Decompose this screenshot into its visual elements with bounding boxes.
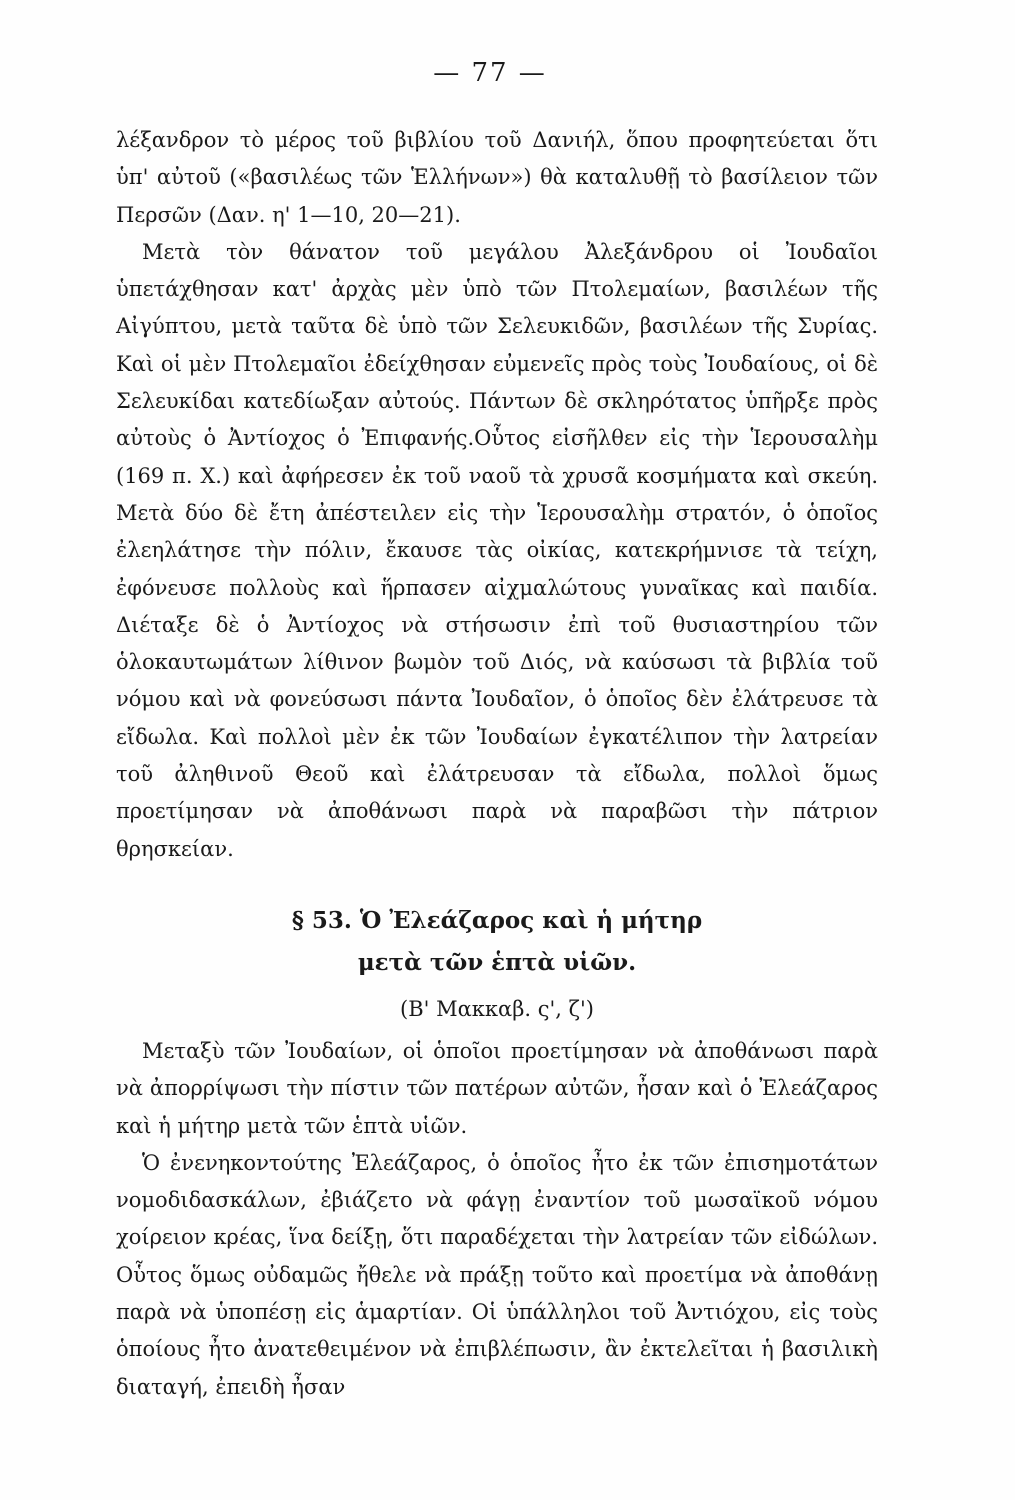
paragraph-eleazar: Ὁ ἐνενηκοντούτης Ἐλεάζαρος, ὁ ὁποῖος ἦτο ἐκ τῶν ἐπισημοτάτων νομοδιδασκάλων, ἐβιάζετο νὰ φάγῃ ἐναντίον τοῦ μωσαϊκοῦ νόμου χοίρειον κρέας, ἵνα δείξῃ, ὅτι παραδέχεται τὴν λατρείαν τῶν εἰδώλων. Οὗτος ὅμως οὐδαμῶς ἤθελε νὰ πράξῃ τοῦτο καὶ προετίμα νὰ ἀποθάνῃ παρὰ νὰ ὑποπέσῃ εἰς ἁμαρτίαν. Οἱ ὑπάλληλοι τοῦ Ἀντιόχου, εἰς τοὺς ὁποίους ἦτο ἀνατεθειμένον νὰ ἐπιβλέπωσιν, ἂν ἐκτελεῖται ἡ βασιλικὴ διαταγή, ἐπειδὴ ἦσαν [116,1150,878,1399]
text-block-bottom [116,1033,878,1406]
page-number: — 77 — [433,58,547,88]
paragraph-martyrs-intro: Μεταξὺ τῶν Ἰουδαίων, οἱ ὁποῖοι προετίμησαν νὰ ἀποθάνωσι παρὰ νὰ ἀπορρίψωσι τὴν πίστιν τῶν πατέρων αὐτῶν, ἦσαν καὶ ὁ Ἐλεάζαρος καὶ ἡ μήτηρ μετὰ τῶν ἑπτὰ υἱῶν. [116,1039,878,1138]
section-reference: (Β' Μακκαβ. ς', ζ') [400,997,594,1021]
paragraph-continuation: λέξανδρον τὸ μέρος τοῦ βιβλίου τοῦ Δανιήλ, ὅπου προφητεύεται ὅτι ὑπ' αὐτοῦ («βασιλέως τῶν Ἑλλήνων») θὰ καταλυθῇ τὸ βασίλειον τῶν Περσῶν (Δαν. η' 1—10, 20—21). [116,128,878,227]
section-title-line-1: § 53. Ὁ Ἐλεάζαρος καὶ ἡ μήτηρ [291,907,703,934]
text-block-top [116,122,878,868]
paragraph-successors: Μετὰ τὸν θάνατον τοῦ μεγάλου Ἀλεξάνδρου οἱ Ἰουδαῖοι ὑπετάχθησαν κατ' ἀρχὰς μὲν ὑπὸ τῶν Πτολεμαίων, βασιλέων τῆς Αἰγύπτου, μετὰ ταῦτα δὲ ὑπὸ τῶν Σελευκιδῶν, βασιλέων τῆς Συρίας. Καὶ οἱ μὲν Πτολεμαῖοι ἐδείχθησαν εὐμενεῖς πρὸς τοὺς Ἰουδαίους, οἱ δὲ Σελευκίδαι κατεδίωξαν αὐτούς. Πάντων δὲ σκληρότατος ὑπῆρξε πρὸς αὐτοὺς ὁ Ἀντίοχος ὁ Ἐπιφανής.Οὗτος εἰσῆλθεν εἰς τὴν Ἱερουσαλὴμ (169 π. Χ.) καὶ ἀφήρεσεν ἐκ τοῦ ναοῦ τὰ χρυσᾶ κοσμήματα καὶ σκεύη. Μετὰ δύο δὲ ἔτη ἀπέστειλεν εἰς τὴν Ἱερουσαλὴμ στρατόν, ὁ ὁποῖος ἐλεηλάτησε τὴν πόλιν, ἔκαυσε τὰς οἰκίας, κατεκρήμνισε τὰ τείχη, ἐφόνευσε πολλοὺς καὶ ἥρπασεν αἰχμαλώτους γυναῖκας καὶ παιδία. Διέταξε δὲ ὁ Ἀντίοχος νὰ στήσωσιν ἐπὶ τοῦ θυσιαστηρίου τῶν ὁλοκαυτωμάτων λίθινον βωμὸν τοῦ Διός, νὰ καύσωσι τὰ βιβλία τοῦ νόμου καὶ νὰ φονεύσωσι πάντα Ἰουδαῖον, ὁ ὁποῖος δὲν ἐλάτρευσε τὰ εἴδωλα. Καὶ πολλοὶ μὲν ἐκ τῶν Ἰουδαίων ἐγκατέλιπον τὴν λατρείαν τοῦ ἀληθινοῦ Θεοῦ καὶ ἐλάτρευσαν τὰ εἴδωλα, πολλοὶ ὅμως προετίμησαν νὰ ἀποθάνωσι παρὰ νὰ παραβῶσι τὴν πάτριον θρησκείαν. [116,239,878,861]
section-title-line-2: μετὰ τῶν ἑπτὰ υἱῶν. [357,949,637,976]
section-heading [116,900,878,984]
